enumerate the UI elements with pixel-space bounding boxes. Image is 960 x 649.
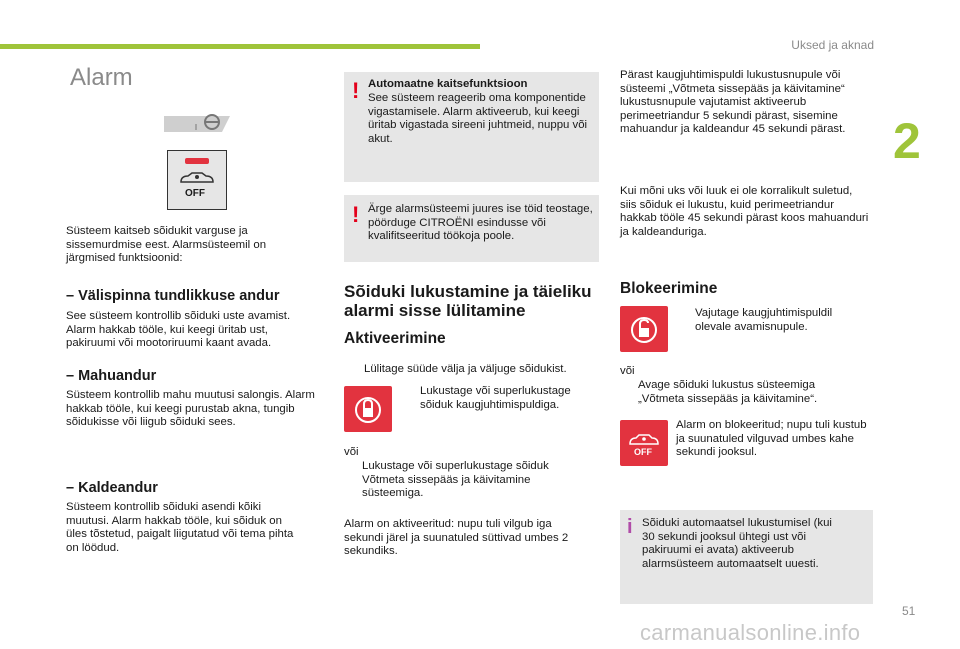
off-label: OFF [185, 188, 205, 199]
off-label: OFF [634, 447, 652, 457]
section-title: Uksed ja aknad [791, 38, 874, 52]
unlock-button-icon [620, 306, 668, 352]
step-unlock-keyless: Avage sõiduki lukustus süsteemiga „Võtmeta sissepääs ja käivitamine“. [638, 379, 818, 405]
step-lock-keyless: Lukustage või superlukustage sõiduk Võtmeta sissepääs ja käivitamine süsteemiga. [362, 460, 549, 499]
activation-delay-text: Pärast kaugjuhtimispuldi lukustusnupule või süsteemi „Võtmeta sissepääs ja käivitamine“ lukustusnupule vajutamist aktiveerub perimeetriandur 5 sekundi pärast, sisemine mahuandur ja kaldeandur 45 sekundi pärast. [620, 69, 846, 135]
page-number: 51 [902, 604, 916, 618]
info-text-auto-relock: Sõiduki automaatsel lukustumisel (kui 30 sekundi jooksul ühtegi ust või pakiruumi ei avata) aktiveerub alarmsüsteem automaatselt uuesti. [642, 517, 832, 570]
info-icon: i [627, 516, 633, 538]
text-volume-sensor: Süsteem kontrollib mahu muutusi salongis. Alarm hakkab tööle, kui keegi purustab akna, tungib sõidukisse või liigub sõiduki sees. [66, 389, 315, 428]
text-perimeter-sensor: See süsteem kontrollib sõiduki uste avamist. Alarm hakkab tööle, kui keegi üritab ust, pakiruumi või mootoriruumi kaant avada. [66, 310, 291, 349]
watermark: carmanualsonline.info [640, 620, 861, 645]
car-alarm-icon [178, 171, 216, 185]
alarm-blocked-text: Alarm on blokeeritud; nupu tuli kustub ja suunatuled vilguvad umbes kahe sekundi jooksul. [676, 419, 867, 458]
step-ignition-off: Lülitage süüde välja ja väljuge sõidukist. [364, 363, 567, 375]
alarm-led-indicator [185, 158, 209, 164]
section-heading-locking: Sõiduki lukustamine ja täieliku alarmi sisse lülitamine [344, 282, 592, 320]
warning-title: Automaatne kaitsefunktsioon [368, 78, 528, 90]
heading-tilt-sensor: – Kaldeandur [66, 480, 158, 496]
alarm-button-panel [167, 150, 227, 210]
or-text: või [620, 365, 635, 377]
step-unlock-remote: Vajutage kaugjuhtimispuldil olevale avamisnupule. [695, 307, 833, 333]
chapter-number: 2 [893, 113, 921, 169]
heading-perimeter-sensor: – Välispinna tundlikkuse andur [66, 288, 280, 304]
heading-blocking: Blokeerimine [620, 280, 718, 297]
warning-icon: ! [352, 202, 360, 227]
lock-button-icon [344, 386, 392, 432]
interior-mirror-illustration [160, 106, 240, 136]
info-box-auto-relock [620, 510, 873, 604]
warning-text-service: Ärge alarmsüsteemi juures ise töid teostage, pöörduge CITROËNI esindusse või kvalifitseeritud töökoja poole. [368, 203, 593, 242]
header-accent-bar [0, 44, 480, 49]
subheading-activation: Aktiveerimine [344, 330, 446, 347]
warning-icon: ! [352, 78, 360, 103]
warning-box-service [344, 195, 599, 262]
warning-box-auto-protection [344, 72, 599, 182]
warning-text-auto-protection: See süsteem reageerib oma komponentide vigastamisele. Alarm aktiveerub, kui keegi üritab vigastada sireeni juhtmeid, nuppu või akut. [368, 92, 588, 145]
intro-text: Süsteem kaitseb sõidukit varguse ja sissemurdmise eest. Alarmsüsteemil on järgmised funktsioonid: [66, 225, 267, 264]
door-not-closed-text: Kui mõni uks või luuk ei ole korralikult suletud, siis sõiduk ei lukustu, kuid perimeetriandur hakkab tööle 45 sekundi pärast koos mahuanduri ja kaldeanduriga. [620, 185, 869, 238]
activation-note: Alarm on aktiveeritud: nupu tuli vilgub iga sekundi järel ja suunatuled süttivad umbes 2 sekundiks. [344, 518, 569, 557]
page-title: Alarm [70, 64, 133, 91]
heading-volume-sensor: – Mahuandur [66, 368, 157, 384]
text-tilt-sensor: Süsteem kontrollib sõiduki asendi kõiki muutusi. Alarm hakkab tööle, kui sõiduk on üles tõstetud, paigalt liigutatud või tema pihta on löödud. [66, 501, 294, 554]
alarm-off-icon [620, 420, 668, 466]
step-lock-remote: Lukustage või superlukustage sõiduk kaugjuhtimispuldiga. [420, 385, 571, 411]
or-text: või [344, 446, 359, 458]
